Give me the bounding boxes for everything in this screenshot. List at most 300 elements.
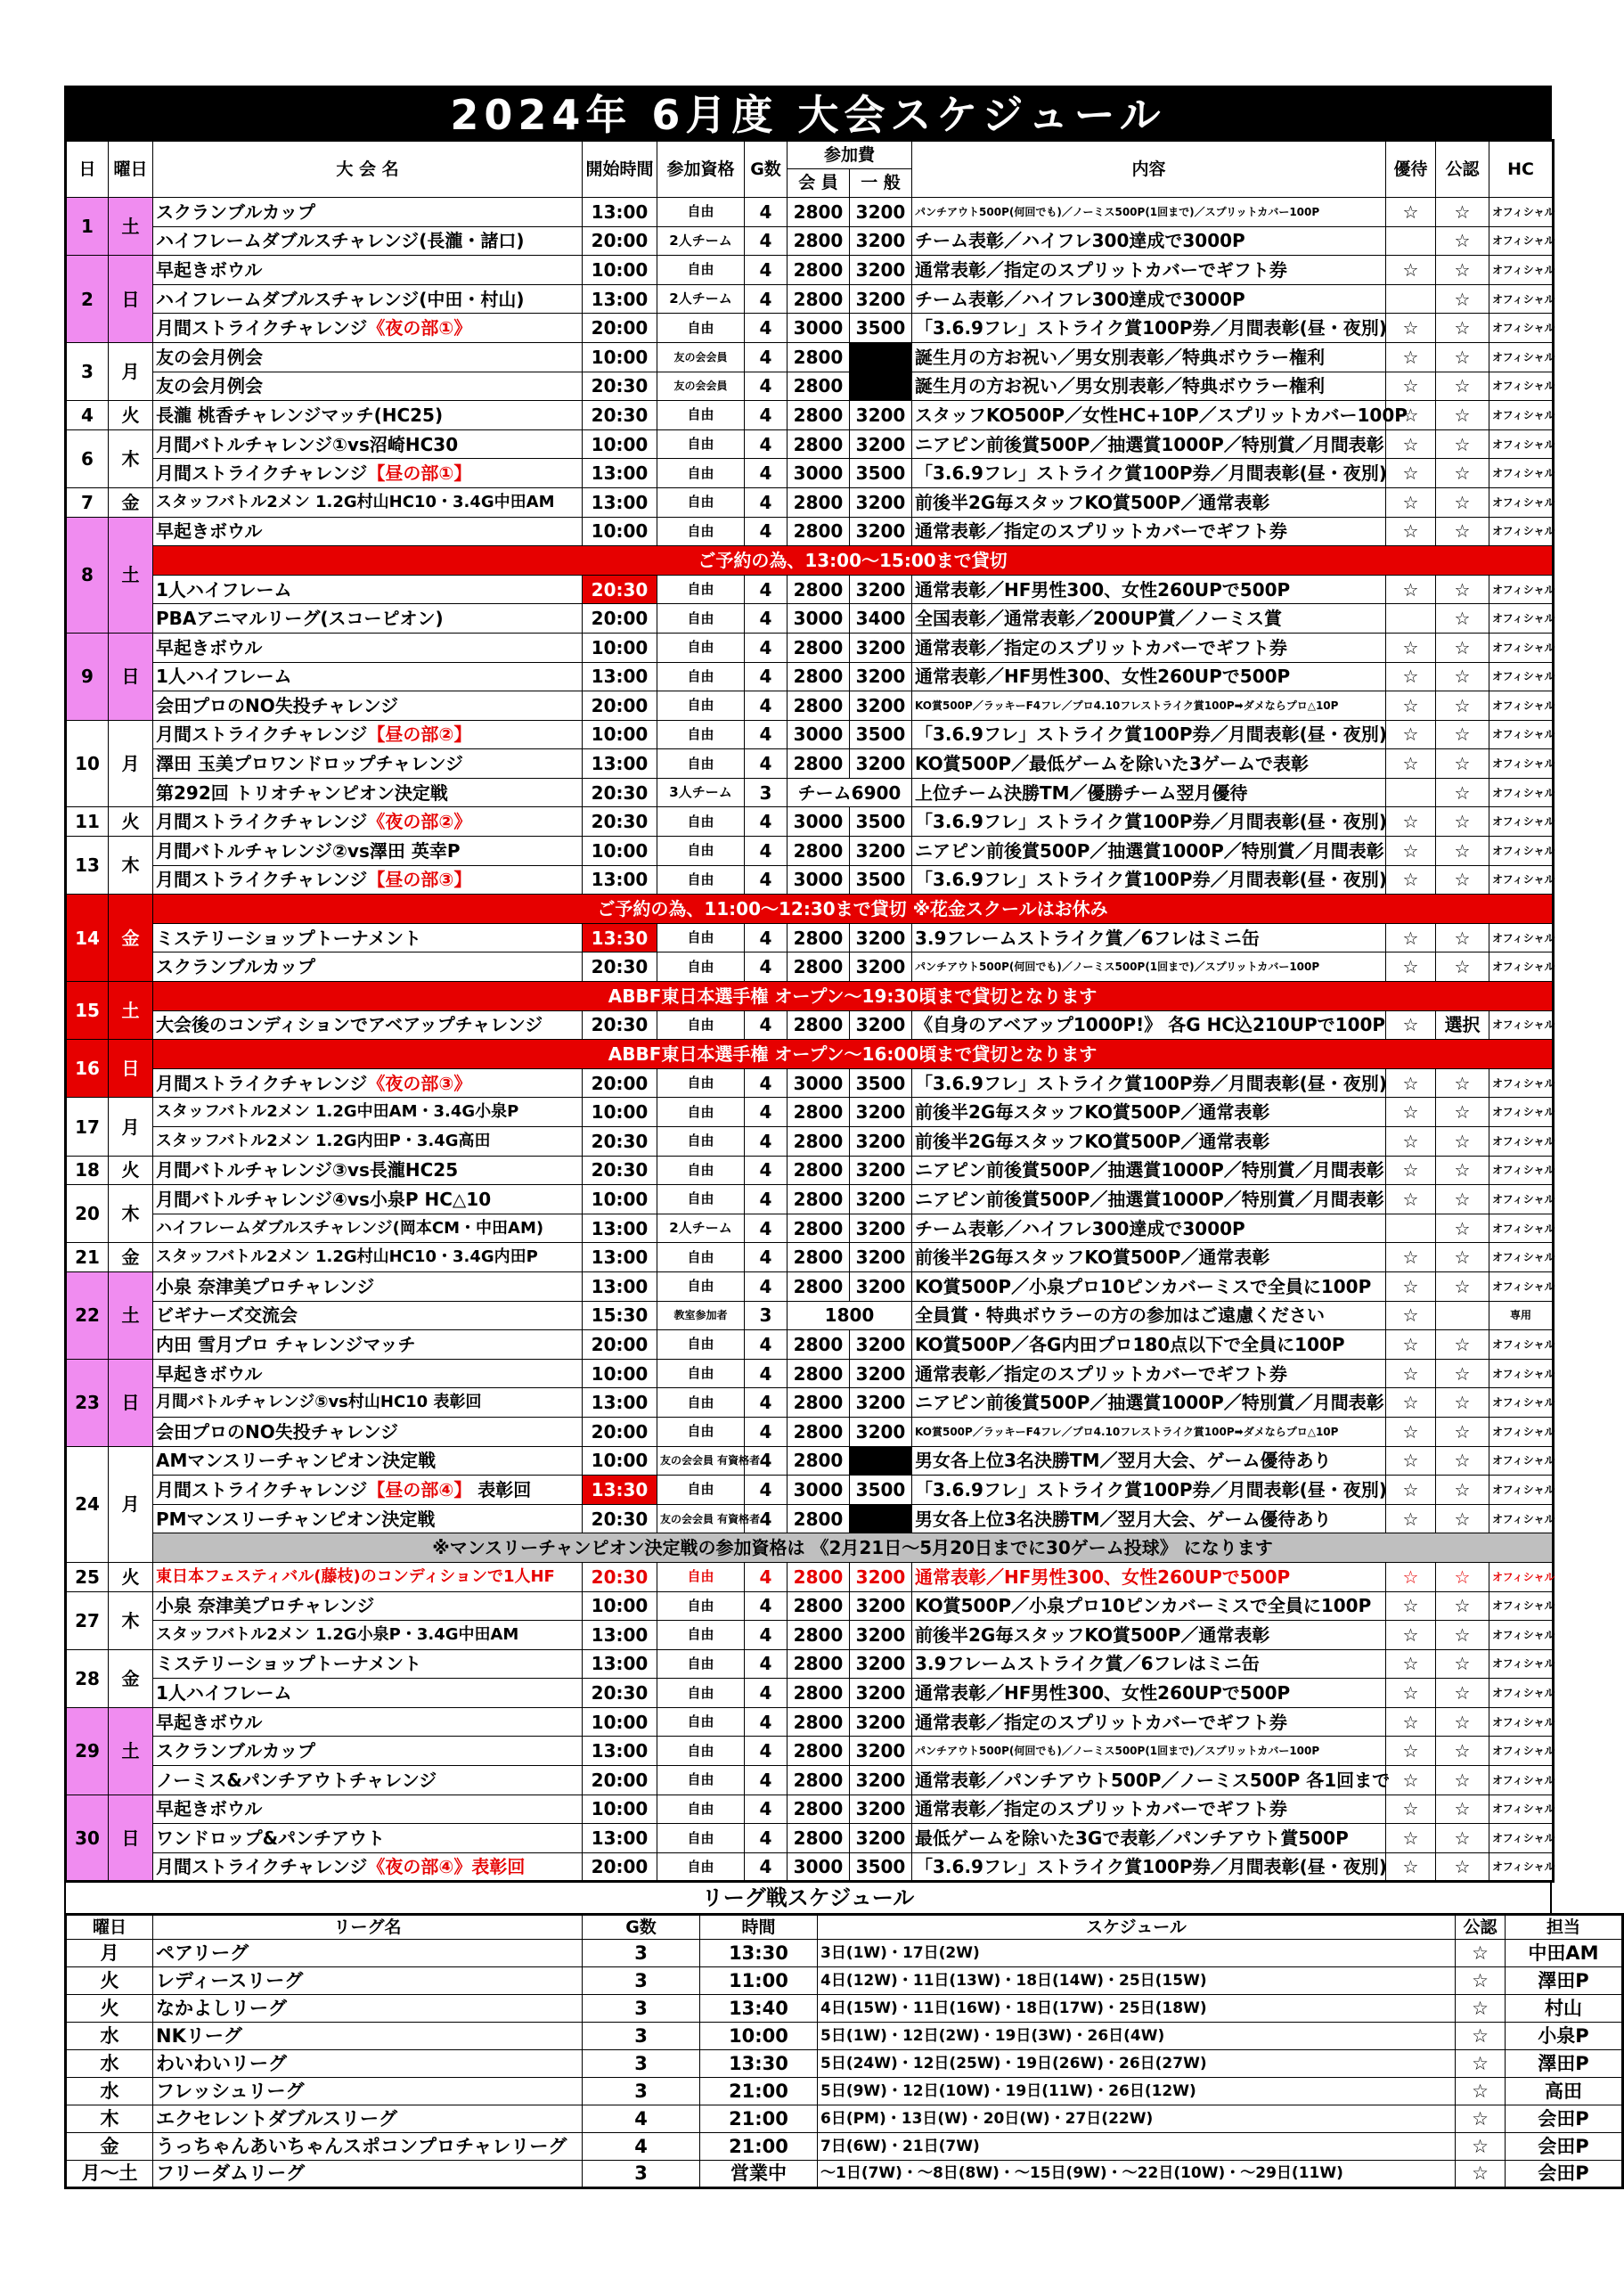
event-content: 「3.6.9フレ」ストライク賞100P券／月間表彰(昼・夜別) <box>912 1068 1386 1098</box>
day-cell: 1 <box>66 198 109 256</box>
fee-combined: 1800 <box>788 1301 912 1330</box>
hc-type: オフィシャル <box>1489 865 1554 895</box>
league-name: なかよしリーグ <box>153 1995 583 2023</box>
start-time: 13:00 <box>583 1737 657 1766</box>
event-content: チーム表彰／ハイフレ300達成で3000P <box>912 1214 1386 1243</box>
priority-mark: ☆ <box>1386 923 1436 952</box>
game-count: 4 <box>745 1476 788 1505</box>
event-name <box>153 459 583 488</box>
event-name-text: 内田 雪月プロ チャレンジマッチ <box>156 1333 416 1355</box>
event-name-text: 月間ストライクチャレンジ <box>156 317 368 339</box>
event-content: ニアピン前後賞500P／抽選賞1000P／特別賞／月間表彰 <box>912 1156 1386 1185</box>
event-name-text: 月間バトルチャレンジ③vs長瀧HC25 <box>156 1159 459 1181</box>
table-row <box>66 720 1554 749</box>
fee-member: 2800 <box>788 662 850 691</box>
day-cell: 23 <box>66 1359 109 1446</box>
event-content: 前後半2G毎スタッフKO賞500P／通常表彰 <box>912 487 1386 517</box>
weekday-cell: 金 <box>109 895 153 982</box>
league-title: リーグ戦スケジュール <box>64 1883 1552 1913</box>
event-name <box>153 1766 583 1795</box>
day-cell: 22 <box>66 1271 109 1359</box>
tournament-body <box>66 198 1554 1882</box>
official-mark: ☆ <box>1436 517 1489 546</box>
fee-member: 2800 <box>788 1649 850 1679</box>
event-name-text: ノーミス&パンチアウトチャレンジ <box>156 1769 437 1791</box>
fee-general: 3200 <box>850 401 912 430</box>
header-start: 開始時間 <box>583 141 657 198</box>
start-time: 10:00 <box>583 256 657 285</box>
event-name <box>153 429 583 459</box>
start-time: 10:00 <box>583 429 657 459</box>
fee-member: 2800 <box>788 633 850 662</box>
fee-general: 3200 <box>850 1824 912 1853</box>
start-time: 13:00 <box>583 459 657 488</box>
priority-mark: ☆ <box>1386 1271 1436 1301</box>
game-count: 4 <box>745 1271 788 1301</box>
eligibility: 自由 <box>657 314 745 343</box>
priority-mark: ☆ <box>1386 749 1436 779</box>
event-content: ニアピン前後賞500P／抽選賞1000P／特別賞／月間表彰 <box>912 429 1386 459</box>
table-row <box>66 372 1554 401</box>
league-staff: 高田 <box>1506 2078 1623 2105</box>
game-count: 4 <box>745 1156 788 1185</box>
start-time: 20:00 <box>583 1766 657 1795</box>
event-content: 「3.6.9フレ」ストライク賞100P券／月間表彰(昼・夜別) <box>912 314 1386 343</box>
league-row <box>66 2105 1623 2133</box>
fee-member: 2800 <box>788 1679 850 1708</box>
start-time: 20:00 <box>583 1330 657 1360</box>
game-count: 4 <box>745 517 788 546</box>
league-staff: 会田P <box>1506 2133 1623 2161</box>
hc-type: オフィシャル <box>1489 256 1554 285</box>
fee-member: 2800 <box>788 1707 850 1737</box>
hc-type: オフィシャル <box>1489 401 1554 430</box>
game-count: 4 <box>745 1824 788 1853</box>
start-time: 20:30 <box>583 1504 657 1533</box>
hc-type: オフィシャル <box>1489 1737 1554 1766</box>
hc-type: オフィシャル <box>1489 1388 1554 1418</box>
event-name <box>153 1504 583 1533</box>
weekday-cell: 金 <box>109 1243 153 1272</box>
fee-member: 2800 <box>788 1010 850 1040</box>
event-session-label: 【昼の部④】 <box>367 1478 472 1500</box>
event-name-text: 月間バトルチャレンジ⑤vs村山HC10 表彰回 <box>156 1393 482 1412</box>
start-time: 13:00 <box>583 865 657 895</box>
official-mark: ☆ <box>1436 1679 1489 1708</box>
fee-general: 3200 <box>850 1271 912 1301</box>
event-content: 誕生月の方お祝い／男女別表彰／特典ボウラー権利 <box>912 372 1386 401</box>
priority-mark: ☆ <box>1386 401 1436 430</box>
event-name-text: 第292回 トリオチャンピオン決定戦 <box>156 781 448 804</box>
league-schedule: 4日(15W)・11日(16W)・18日(17W)・25日(18W) <box>818 1995 1456 2023</box>
event-name <box>153 778 583 807</box>
header-weekday: 曜日 <box>109 141 153 198</box>
event-name <box>153 1156 583 1185</box>
event-content: 通常表彰／HF男性300、女性260UPで500P <box>912 662 1386 691</box>
game-count: 4 <box>745 1766 788 1795</box>
game-count: 4 <box>745 1388 788 1418</box>
event-name-text: ハイフレームダブルスチャレンジ(長瀧・諸口) <box>156 230 525 252</box>
hc-type: オフィシャル <box>1489 1852 1554 1882</box>
start-time: 13:00 <box>583 1621 657 1650</box>
game-count: 4 <box>745 401 788 430</box>
event-name-text: 長瀧 桃香チャレンジマッチ(HC25) <box>156 404 444 426</box>
game-count: 4 <box>745 1679 788 1708</box>
fee-member: 3000 <box>788 459 850 488</box>
official-mark: ☆ <box>1436 923 1489 952</box>
event-content: ニアピン前後賞500P／抽選賞1000P／特別賞／月間表彰 <box>912 837 1386 866</box>
league-schedule: 5日(24W)・12日(25W)・19日(26W)・26日(27W) <box>818 2050 1456 2078</box>
game-count: 4 <box>745 1214 788 1243</box>
league-time: 11:00 <box>700 1967 818 1995</box>
event-content: 通常表彰／指定のスプリットカバーでギフト券 <box>912 633 1386 662</box>
game-count: 4 <box>745 749 788 779</box>
priority-mark: ☆ <box>1386 1010 1436 1040</box>
table-row <box>66 662 1554 691</box>
league-staff: 村山 <box>1506 1995 1623 2023</box>
hc-type: オフィシャル <box>1489 1795 1554 1824</box>
start-time: 10:00 <box>583 720 657 749</box>
event-session-label: 【昼の部①】 <box>367 462 472 485</box>
official-mark: ☆ <box>1436 1476 1489 1505</box>
event-name-text: ハイフレームダブルスチャレンジ(中田・村山) <box>156 288 525 310</box>
fee-member: 2800 <box>788 342 850 372</box>
start-time: 20:00 <box>583 604 657 634</box>
event-session-label: 《夜の部②》 <box>367 811 472 833</box>
priority-mark: ☆ <box>1386 198 1436 227</box>
event-session-label: 《夜の部④》表彰回 <box>367 1856 526 1878</box>
game-count: 4 <box>745 1649 788 1679</box>
eligibility: 自由 <box>657 517 745 546</box>
page-title: 2024年 6月度 大会スケジュール <box>64 86 1552 139</box>
start-time: 20:30 <box>583 1156 657 1185</box>
event-content: パンチアウト500P(何回でも)／ノーミス500P(1回まで)／スプリットカバー100P <box>912 1737 1386 1766</box>
game-count: 4 <box>745 487 788 517</box>
priority-mark: ☆ <box>1386 1649 1436 1679</box>
start-time: 20:00 <box>583 1852 657 1882</box>
league-weekday: 水 <box>66 2078 153 2105</box>
league-time: 13:30 <box>700 1940 818 1967</box>
priority-mark: ☆ <box>1386 1243 1436 1272</box>
event-name-text: 小泉 奈津美プロチャレンジ <box>156 1275 375 1297</box>
eligibility: 自由 <box>657 1649 745 1679</box>
start-time: 20:30 <box>583 807 657 837</box>
official-mark: ☆ <box>1436 256 1489 285</box>
start-time: 10:00 <box>583 1359 657 1388</box>
table-row <box>66 1591 1554 1621</box>
event-content: 通常表彰／HF男性300、女性260UPで500P <box>912 1562 1386 1591</box>
game-count: 3 <box>745 1301 788 1330</box>
official-mark: ☆ <box>1436 1417 1489 1446</box>
event-name-text: 友の会月例会 <box>156 375 263 397</box>
fee-general: 3200 <box>850 837 912 866</box>
start-time: 20:00 <box>583 314 657 343</box>
header-row-1 <box>66 141 1554 169</box>
league-row <box>66 2161 1623 2188</box>
table-row <box>66 1068 1554 1098</box>
start-time: 20:30 <box>583 1127 657 1157</box>
event-name-text: 1人ハイフレーム <box>156 666 292 688</box>
event-name-text: AMマンスリーチャンピオン決定戦 <box>156 1450 437 1472</box>
priority-mark: ☆ <box>1386 459 1436 488</box>
event-name-text: スタッフバトル2メン 1.2G中田AM・3.4G小泉P <box>156 1102 519 1122</box>
priority-mark: ☆ <box>1386 865 1436 895</box>
league-games: 4 <box>583 2133 700 2161</box>
day-cell: 8 <box>66 517 109 633</box>
event-name-text: 月間ストライクチャレンジ <box>156 1072 368 1094</box>
header-official: 公認 <box>1436 141 1489 198</box>
eligibility: 自由 <box>657 633 745 662</box>
eligibility: 自由 <box>657 1591 745 1621</box>
start-time: 13:00 <box>583 1271 657 1301</box>
priority-mark: ☆ <box>1386 1330 1436 1360</box>
start-time: 10:00 <box>583 1795 657 1824</box>
event-name-text: ミステリーショップトーナメント <box>156 927 421 949</box>
priority-mark: ☆ <box>1386 314 1436 343</box>
eligibility: 自由 <box>657 1127 745 1157</box>
league-time: 13:40 <box>700 1995 818 2023</box>
eligibility: 教室参加者 <box>657 1301 745 1330</box>
event-content: KO賞500P／ラッキーF4フレ／プロ4.10フレストライク賞100P➡ダメならプロ△10P <box>912 1417 1386 1446</box>
table-row <box>66 837 1554 866</box>
league-weekday: 水 <box>66 2023 153 2050</box>
fee-general: 3500 <box>850 459 912 488</box>
table-row <box>66 982 1554 1011</box>
official-mark: ☆ <box>1436 1185 1489 1214</box>
fee-general: 3500 <box>850 807 912 837</box>
header-member: 会 員 <box>788 169 850 198</box>
league-staff: 会田P <box>1506 2161 1623 2188</box>
hc-type: オフィシャル <box>1489 459 1554 488</box>
league-time: 21:00 <box>700 2105 818 2133</box>
official-mark: ☆ <box>1436 459 1489 488</box>
official-mark: ☆ <box>1436 1504 1489 1533</box>
event-name-text: 月間バトルチャレンジ②vs澤田 英幸P <box>156 839 461 862</box>
table-row <box>66 1243 1554 1272</box>
league-games: 4 <box>583 2105 700 2133</box>
event-session-label: 《夜の部①》 <box>367 317 472 339</box>
table-row <box>66 1766 1554 1795</box>
table-row <box>66 1388 1554 1418</box>
event-name-text: 早起きボウル <box>156 1798 263 1820</box>
priority-mark: ☆ <box>1386 575 1436 604</box>
game-count: 4 <box>745 1068 788 1098</box>
hc-type: オフィシャル <box>1489 1068 1554 1098</box>
game-count: 4 <box>745 837 788 866</box>
table-row <box>66 226 1554 256</box>
fee-general: 3500 <box>850 1068 912 1098</box>
priority-mark: ☆ <box>1386 1156 1436 1185</box>
event-session-label: 【昼の部③】 <box>367 869 472 891</box>
fee-member: 2800 <box>788 952 850 982</box>
eligibility: 自由 <box>657 1185 745 1214</box>
hc-type: オフィシャル <box>1489 342 1554 372</box>
eligibility: 自由 <box>657 662 745 691</box>
league-schedule: 5日(9W)・12日(10W)・19日(11W)・26日(12W) <box>818 2078 1456 2105</box>
event-content: 「3.6.9フレ」ストライク賞100P券／月間表彰(昼・夜別) <box>912 1852 1386 1882</box>
notice-banner: ABBF東日本選手権 オープン～19:30頃まで貸切となります <box>153 982 1554 1011</box>
table-row <box>66 952 1554 982</box>
priority-mark: ☆ <box>1386 807 1436 837</box>
official-mark: ☆ <box>1436 1591 1489 1621</box>
day-cell: 13 <box>66 837 109 895</box>
eligibility: 自由 <box>657 604 745 634</box>
table-row <box>66 865 1554 895</box>
eligibility-note: ※マンスリーチャンピオン決定戦の参加資格は 《2月21日～5月20日までに30ゲーム投球》 になります <box>153 1533 1554 1563</box>
official-mark: ☆ <box>1436 952 1489 982</box>
fee-member: 2800 <box>788 256 850 285</box>
official-mark: ☆ <box>1436 198 1489 227</box>
priority-mark: ☆ <box>1386 517 1436 546</box>
priority-mark: ☆ <box>1386 1446 1436 1476</box>
hc-type: オフィシャル <box>1489 691 1554 721</box>
event-name-text: 早起きボウル <box>156 520 263 543</box>
game-count: 4 <box>745 198 788 227</box>
tournament-table <box>64 139 1555 1883</box>
start-time: 10:00 <box>583 633 657 662</box>
event-content: KO賞500P／ラッキーF4フレ／プロ4.10フレストライク賞100P➡ダメならプロ△10P <box>912 691 1386 721</box>
eligibility: 自由 <box>657 1243 745 1272</box>
event-name-text: 友の会月例会 <box>156 346 263 368</box>
official-mark: ☆ <box>1436 1271 1489 1301</box>
fee-member: 3000 <box>788 604 850 634</box>
hc-type: オフィシャル <box>1489 1243 1554 1272</box>
fee-general: 3500 <box>850 1476 912 1505</box>
hc-type: オフィシャル <box>1489 923 1554 952</box>
eligibility: 自由 <box>657 1707 745 1737</box>
event-name <box>153 1737 583 1766</box>
hc-type: オフィシャル <box>1489 372 1554 401</box>
official-mark: ☆ <box>1436 372 1489 401</box>
hc-type: オフィシャル <box>1489 633 1554 662</box>
event-name <box>153 604 583 634</box>
game-count: 4 <box>745 1737 788 1766</box>
fee-general: 3500 <box>850 865 912 895</box>
event-content: 男女各上位3名決勝TM／翌月大会、ゲーム優待あり <box>912 1504 1386 1533</box>
fee-general: 3200 <box>850 284 912 314</box>
fee-general: 3200 <box>850 1795 912 1824</box>
fee-general: 3200 <box>850 1010 912 1040</box>
start-time: 10:00 <box>583 1446 657 1476</box>
day-cell: 21 <box>66 1243 109 1272</box>
day-cell: 3 <box>66 342 109 400</box>
fee-general: 3200 <box>850 1679 912 1708</box>
event-content: 《自身のアベアップ1000P!》 各G HC込210UPで100P <box>912 1010 1386 1040</box>
game-count: 4 <box>745 1446 788 1476</box>
game-count: 4 <box>745 952 788 982</box>
fee-member: 3000 <box>788 865 850 895</box>
day-cell: 9 <box>66 633 109 720</box>
league-row <box>66 1967 1623 1995</box>
eligibility: 自由 <box>657 837 745 866</box>
priority-mark: ☆ <box>1386 1359 1436 1388</box>
weekday-cell: 木 <box>109 1185 153 1243</box>
hc-type: オフィシャル <box>1489 517 1554 546</box>
fee-member: 2800 <box>788 1621 850 1650</box>
start-time: 13:00 <box>583 1824 657 1853</box>
event-content: 最低ゲームを除いた3Gで表彰／パンチアウト賞500P <box>912 1824 1386 1853</box>
league-header-schedule: スケジュール <box>818 1915 1456 1940</box>
league-games: 3 <box>583 1940 700 1967</box>
game-count: 4 <box>745 1707 788 1737</box>
day-cell: 20 <box>66 1185 109 1243</box>
game-count: 4 <box>745 342 788 372</box>
fee-general: 3200 <box>850 633 912 662</box>
official-mark: ☆ <box>1436 865 1489 895</box>
event-name-text: スクランブルカップ <box>156 956 315 978</box>
start-time: 13:30 <box>583 1476 657 1505</box>
event-name <box>153 1562 583 1591</box>
eligibility: 自由 <box>657 1417 745 1446</box>
table-row <box>66 1562 1554 1591</box>
fee-member: 2800 <box>788 1417 850 1446</box>
hc-type: オフィシャル <box>1489 487 1554 517</box>
event-name <box>153 865 583 895</box>
start-time: 10:00 <box>583 1098 657 1127</box>
hc-type: オフィシャル <box>1489 604 1554 634</box>
league-row <box>66 1995 1623 2023</box>
event-content: 通常表彰／指定のスプリットカバーでギフト券 <box>912 256 1386 285</box>
fee-member: 2800 <box>788 1388 850 1418</box>
fee-general <box>850 372 912 401</box>
hc-type: オフィシャル <box>1489 1446 1554 1476</box>
league-staff: 中田AM <box>1506 1940 1623 1967</box>
notice-banner: ご予約の為、11:00～12:30まで貸切 ※花金スクールはお休み <box>153 895 1554 924</box>
event-content: 「3.6.9フレ」ストライク賞100P券／月間表彰(昼・夜別) <box>912 865 1386 895</box>
fee-member: 2800 <box>788 1271 850 1301</box>
eligibility: 自由 <box>657 575 745 604</box>
eligibility: 友の会会員 <box>657 372 745 401</box>
game-count: 4 <box>745 1591 788 1621</box>
event-name <box>153 1068 583 1098</box>
fee-member: 2800 <box>788 1766 850 1795</box>
hc-type: オフィシャル <box>1489 429 1554 459</box>
eligibility: 自由 <box>657 807 745 837</box>
eligibility: 2人チーム <box>657 226 745 256</box>
official-mark <box>1436 1301 1489 1330</box>
eligibility: 自由 <box>657 487 745 517</box>
day-cell: 24 <box>66 1446 109 1562</box>
table-row <box>66 1707 1554 1737</box>
league-official: ☆ <box>1456 2023 1506 2050</box>
event-content: 通常表彰／HF男性300、女性260UPで500P <box>912 575 1386 604</box>
event-name-text: 月間ストライクチャレンジ <box>156 1478 368 1500</box>
day-cell: 10 <box>66 720 109 807</box>
fee-member: 2800 <box>788 1330 850 1360</box>
notice-banner: ABBF東日本選手権 オープン～16:00頃まで貸切となります <box>153 1040 1554 1069</box>
league-time: 21:00 <box>700 2078 818 2105</box>
game-count: 4 <box>745 1621 788 1650</box>
event-name <box>153 1679 583 1708</box>
official-mark: 選択 <box>1436 1010 1489 1040</box>
fee-general: 3200 <box>850 662 912 691</box>
start-time: 20:00 <box>583 691 657 721</box>
weekday-cell: 日 <box>109 256 153 343</box>
fee-general: 3200 <box>850 1330 912 1360</box>
fee-combined: チーム6900 <box>788 778 912 807</box>
priority-mark: ☆ <box>1386 1679 1436 1708</box>
fee-general: 3200 <box>850 1707 912 1737</box>
league-header-official: 公認 <box>1456 1915 1506 1940</box>
fee-general <box>850 342 912 372</box>
weekday-cell: 土 <box>109 1271 153 1359</box>
eligibility: 自由 <box>657 1852 745 1882</box>
start-time: 13:00 <box>583 284 657 314</box>
start-time: 20:30 <box>583 1679 657 1708</box>
hc-type: オフィシャル <box>1489 1824 1554 1853</box>
event-name-text: ビギナーズ交流会 <box>156 1304 298 1327</box>
league-schedule: 7日(6W)・21日(7W) <box>818 2133 1456 2161</box>
